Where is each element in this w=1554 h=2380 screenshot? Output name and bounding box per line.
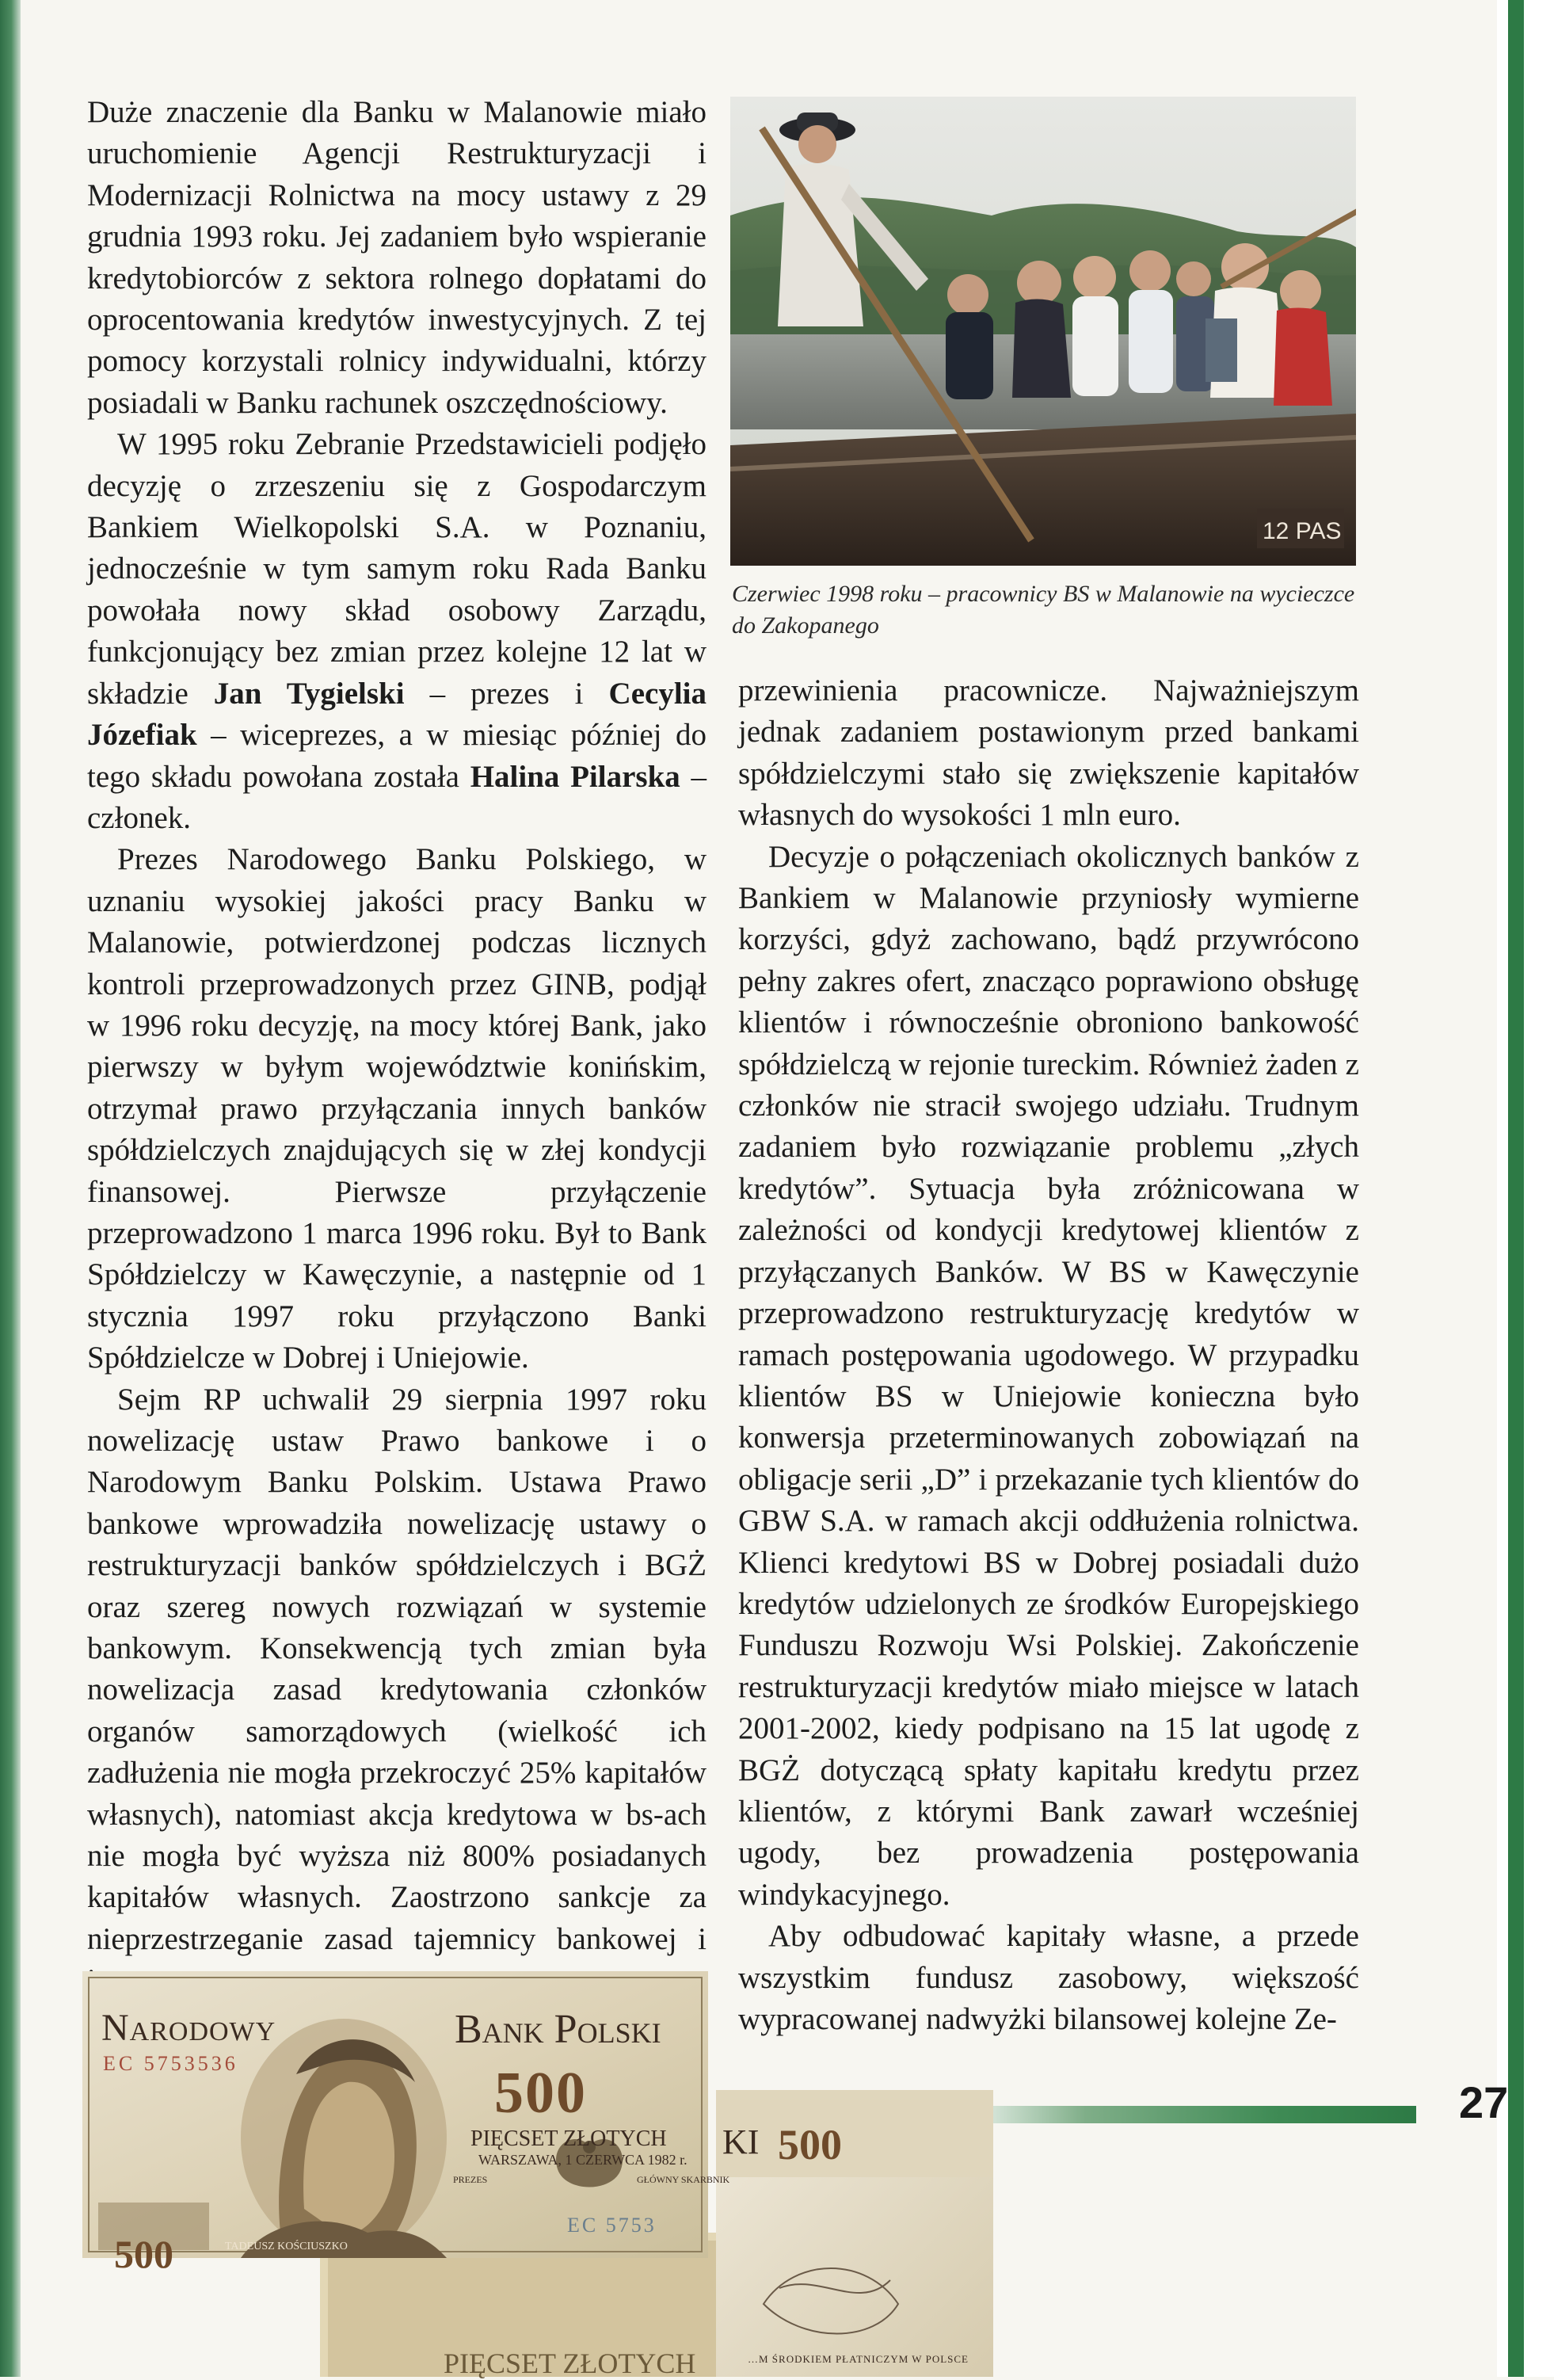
banknote-issue-date: WARSZAWA, 1 CZERWCA 1982 r. xyxy=(478,2152,687,2168)
banknote-portrait-name: TADEUSZ KOŚCIUSZKO xyxy=(225,2241,348,2252)
paragraph-board xyxy=(87,424,707,839)
banknote-value-words: PIĘCSET ZŁOTYCH xyxy=(470,2126,667,2151)
paragraph-mergers: Decyzje o połączeniach okolicznych banków z Bankiem w Malanowie przyniosły wymierne korzyści, gdyż zachowano, bądź przywrócono pełny zakres ofert, znacząco poprawiono obsługę klientów i równocześnie obroniono bankowość spółdzielczą w rejonie tureckim. Również żaden z członków nie stracił swojego udziału. Trudnym zadaniem było rozwiązanie problemu „złych kredytów”. Sytuacja była zróżnicowana w zależności od kondycji kredytowej klientów z przyłączanych Banków. W BS w Kawęczynie przeprowadzono restrukturyzację kredytów w ramach postępowania ugodowego. W przypadku klientów BS w Uniejowie konieczna było konwersja przeterminowanych zobowiązań na obligacje serii „D” i przekazanie tych klientów do GBW S.A. w ramach akcji oddłużenia rolnictwa. Klienci kredytowi BS w Dobrej posiadali dużo kredytów udzielonych ze środków Europejskiego Funduszu Rozwoju Wsi Polskiej. Zakończenie restrukturyzacji kredytów miało miejsce w latach 2001-2002, kiedy podpisano na 15 lat ugodę z BGŻ dotyczącą spłaty kapitału kredytu przez klientów, z którymi Bank zawarł wcześniej ugody, bez prowadzenia postępowania windykacyjnego. xyxy=(738,839,1359,1912)
paragraph-own-funds: Aby odbudować kapitały własne, a przede wszystkim fundusz zasobowy, większość wypracowanej nadwyżki bilansowej kolejne Ze- xyxy=(738,1919,1359,2036)
photo-image xyxy=(730,97,1356,566)
banknote-serial: EC 5753536 xyxy=(103,2052,238,2075)
left-page-edge xyxy=(0,0,21,2377)
person-name-vice-president: Cecylia Józefiak xyxy=(87,676,707,753)
banknote-narodowy-label: Narodowy xyxy=(101,2007,276,2049)
boat-marking: 12 PAS xyxy=(1263,518,1342,544)
photo-caption: Czerwiec 1998 roku – pracownicy BS w Malanowie na wycieczce do Zakopanego xyxy=(732,581,1355,639)
left-text-column xyxy=(87,92,707,2002)
paragraph-board-text-c: – wiceprezes, a w miesiąc później do tego składu powołana została xyxy=(87,718,707,794)
person-name-president: Jan Tygielski xyxy=(213,676,405,711)
banknote-illustration xyxy=(82,1971,993,2377)
second-note-legal-text: …M ŚRODKIEM PŁATNICZYM W POLSCE xyxy=(748,2353,969,2365)
banknote-skarbnik-label: GŁÓWNY SKARBNIK xyxy=(637,2174,730,2185)
banknote-value-left: 500 xyxy=(114,2232,173,2276)
banknote-bank-polski-label: Bank Polski xyxy=(455,2007,661,2052)
green-rule xyxy=(944,2106,1416,2123)
photo-zakopane-trip xyxy=(730,97,1356,566)
person-name-member: Halina Pilarska xyxy=(470,759,680,794)
paragraph-capital: przewinienia pracownicze. Najważniejszym jednak zadaniem postawionym przed bankami spółdzielczymi stało się zwiększenie kapitałów własnych do wysokości 1 mln euro. xyxy=(738,673,1359,833)
right-text-column xyxy=(738,670,1359,2040)
banknote-value: 500 xyxy=(494,2061,587,2126)
banknote-serial-second: EC 5753 xyxy=(567,2214,657,2237)
paragraph-agency: Duże znaczenie dla Banku w Malanowie miało uruchomienie Agencji Restrukturyzacji i Modernizacji Rolnictwa na mocy ustawy z 29 grudnia 1993 roku. Jej zadaniem było wspieranie kredytobiorców z sektora rolnego dopłatami do oprocentowania kredytów inwestycyjnych. Z tej pomocy korzystali rolnicy indywidualni, którzy posiadali w Banku rachunek oszczędnościowy. xyxy=(87,95,707,420)
paragraph-board-text-d: – członek. xyxy=(87,759,707,835)
paragraph-nbp-decision: Prezes Narodowego Banku Polskiego, w uznaniu wysokiej jakości pracy Banku w Malanowie, potwierdzonej podczas licznych kontroli przeprowadzonych przez GINB, podjął w 1996 roku decyzję, na mocy której Bank, jako pierwszy w byłym województwie konińskim, otrzymał prawo przyłączania innych banków spółdzielczych znajdujących się w złej kondycji finansowej. Pierwsze przyłączenie przeprowadzono 1 marca 1996 roku. Był to Bank Spółdzielczy w Kawęczynie, a następnie od 1 stycznia 1997 roku przyłączono Banki Spółdzielcze w Dobrej i Uniejowie. xyxy=(87,842,707,1375)
second-note-ki-label: KI xyxy=(722,2123,760,2161)
second-note-value: 500 xyxy=(778,2121,842,2168)
paragraph-banking-law: Sejm RP uchwalił 29 sierpnia 1997 roku nowelizację ustaw Prawo bankowe i o Narodowym Banku Polskim. Ustawa Prawo bankowe wprowadziła nowelizację ustawy o restrukturyzacji banków spółdzielczych i BGŻ oraz szereg nowych rozwiązań w systemie bankowym. Konsekwencją tych zmian była nowelizacja zasad kredytowania członków organów samorządowych (wielkość ich zadłużenia nie mogła przekroczyć 25% kapitałów własnych), natomiast akcja kredytowa w bs-ach nie mogła być wyższa niż 800% posiadanych kapitałów własnych. Zaostrzono sankcje za nieprzestrzeganie zasad tajemnicy bankowej i xyxy=(87,1382,707,1956)
portrait-kosciuszko xyxy=(241,2019,447,2258)
banknote-prezes-label: PREZES xyxy=(453,2174,488,2185)
page-number: 27 xyxy=(1459,2077,1509,2127)
paragraph-board-text-b: – prezes i xyxy=(404,676,609,711)
green-margin-strip xyxy=(1497,0,1554,2377)
paragraph-board-text-a: W 1995 roku Zebranie Przedstawicieli podjęło decyzję o zrzeszeniu się z Gospodarczym Bankiem Wielkopolski S.A. w Poznaniu, jednocześnie w tym samym roku Rada Banku powołała nowy skład osobowy Zarządu, funkcjonujący bez zmian przez kolejne 12 lat w składzie xyxy=(87,427,707,711)
lower-note-value-words: PIĘCSET ZŁOTYCH xyxy=(444,2348,696,2379)
